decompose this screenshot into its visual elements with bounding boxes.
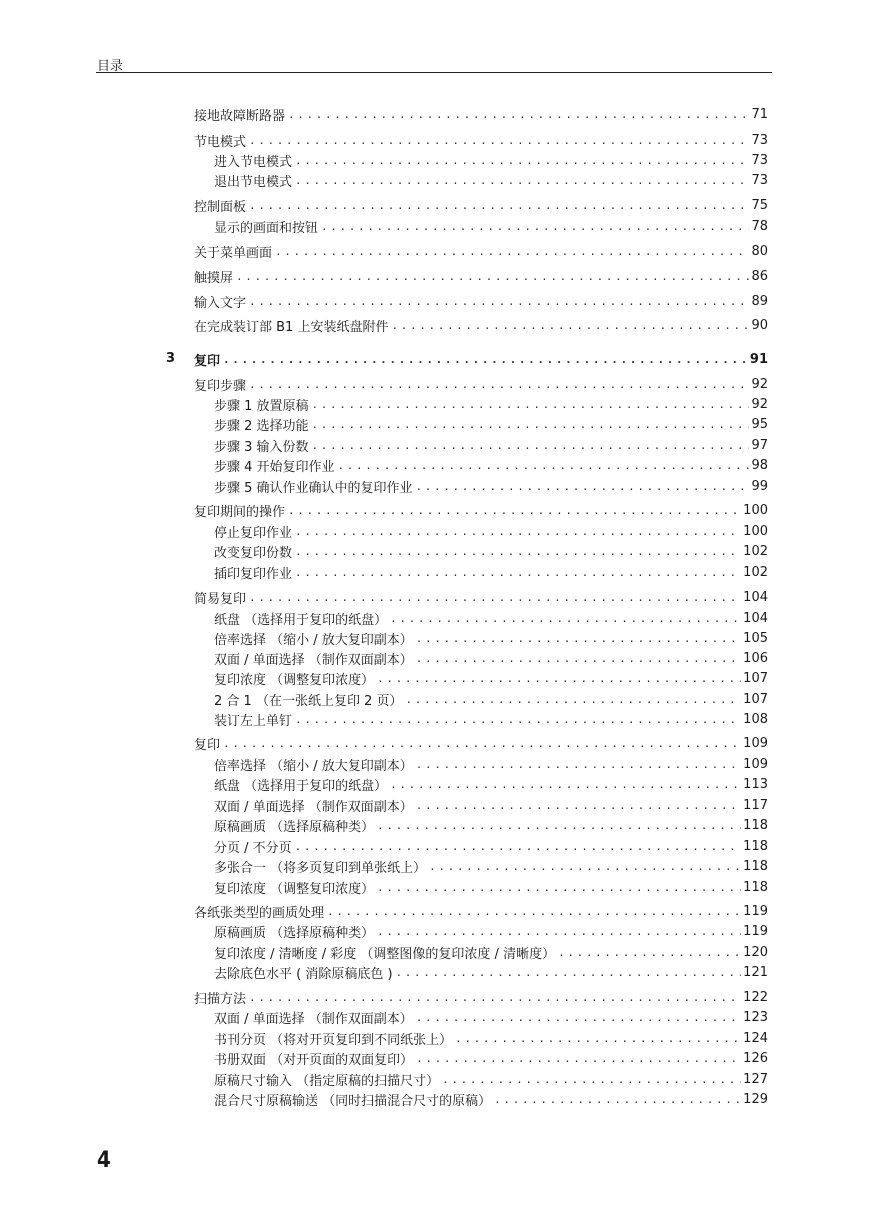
dot-leader (442, 1073, 741, 1086)
toc-entry-title: 原稿尺寸输入 （指定原稿的扫描尺寸） (214, 1073, 440, 1089)
toc-entry-title: 触摸屏 (194, 270, 234, 286)
toc-entry-title: 步骤 3 输入份数 (214, 439, 309, 455)
toc-entry-page: 119 (743, 923, 768, 939)
toc-entry-page: 89 (751, 293, 768, 309)
toc-entry[interactable] (214, 942, 768, 962)
toc-entry-page: 92 (751, 396, 768, 412)
dot-leader (288, 108, 749, 121)
toc-entry[interactable] (194, 901, 768, 921)
toc-entry-page: 129 (743, 1091, 768, 1107)
dot-leader (249, 295, 749, 308)
dot-leader (327, 905, 741, 918)
toc-entry[interactable] (214, 1048, 768, 1068)
running-header-title: 目录 (97, 59, 124, 74)
toc-entry-title: 去除底色水平 ( 消除原稿底色 ) (214, 966, 393, 982)
toc-entry-title: 混合尺寸原稿输送 （同时扫描混合尺寸的原稿） (214, 1093, 492, 1109)
dot-leader (249, 991, 741, 1004)
toc-entry-title: 复印浓度 （调整复印浓度） (214, 881, 375, 897)
toc-entry-page: 90 (751, 317, 768, 333)
dot-leader (275, 245, 749, 258)
dot-leader (249, 199, 749, 212)
toc-entry[interactable] (214, 709, 768, 729)
toc-entry-page: 100 (743, 502, 768, 518)
toc-entry-page: 122 (743, 989, 768, 1005)
toc-entry-page: 102 (743, 564, 768, 580)
toc-entry[interactable] (214, 562, 768, 582)
toc-entry-title: 复印 (194, 353, 221, 369)
toc-entry-page: 107 (743, 691, 768, 707)
dot-leader (312, 398, 750, 411)
dot-leader (295, 545, 741, 558)
toc-entry[interactable] (214, 521, 768, 541)
toc-entry-page: 106 (743, 650, 768, 666)
dot-leader (295, 174, 749, 187)
toc-entry-title: 插印复印作业 (214, 566, 293, 582)
toc-entry-page: 118 (743, 838, 768, 854)
toc-entry-page: 123 (743, 1009, 768, 1025)
toc-entry[interactable] (214, 795, 768, 815)
toc-entry[interactable] (214, 394, 768, 414)
dot-leader (312, 439, 750, 452)
toc-entry-title: 各纸张类型的画质处理 (194, 905, 325, 921)
page-number: 4 (97, 1148, 111, 1173)
toc-entry[interactable] (214, 476, 768, 496)
toc-entry-title: 2 合 1 （在一张纸上复印 2 页） (214, 693, 403, 709)
toc-entry-page: 119 (743, 903, 768, 919)
toc-entry-page: 102 (743, 543, 768, 559)
toc-entry-title: 纸盘 （选择用于复印的纸盘） (214, 778, 388, 794)
toc-entry-page: 95 (751, 416, 768, 432)
toc-entry-title: 控制面板 (194, 199, 247, 215)
dot-leader (295, 566, 741, 579)
toc-entry-page: 98 (751, 457, 768, 473)
toc-entry[interactable] (214, 877, 768, 897)
toc-entry-title: 步骤 2 选择功能 (214, 418, 309, 434)
toc-entry-title: 双面 / 单面选择 （制作双面副本） (214, 799, 413, 815)
dot-leader (416, 758, 741, 771)
toc-entry-page: 108 (743, 711, 768, 727)
toc-entry[interactable] (214, 455, 768, 475)
toc-entry-page: 75 (751, 197, 768, 213)
toc-entry[interactable] (214, 668, 768, 688)
toc-entry-title: 书刊分页 （将对开页复印到不同纸张上） (214, 1032, 453, 1048)
toc-entry[interactable] (194, 733, 768, 753)
toc-entry-page: 97 (751, 437, 768, 453)
toc-entry[interactable] (214, 689, 768, 709)
toc-entry-title: 书册双面 （对开页面的双面复印） (214, 1052, 414, 1068)
dot-leader (249, 378, 749, 391)
dot-leader (295, 154, 749, 167)
toc-entry-page: 104 (743, 610, 768, 626)
toc-entry-page: 73 (751, 172, 768, 188)
dot-leader (338, 459, 750, 472)
toc-entry[interactable] (214, 608, 768, 628)
toc-entry[interactable] (194, 315, 768, 335)
toc-entry[interactable] (214, 170, 768, 190)
toc-entry-page: 91 (749, 351, 768, 367)
dot-leader (249, 134, 749, 147)
dot-leader (390, 612, 741, 625)
toc-entry-title: 双面 / 单面选择 （制作双面副本） (214, 1011, 413, 1027)
toc-entry-title: 节电模式 (194, 134, 247, 150)
toc-entry[interactable] (214, 856, 768, 876)
toc-entry-title: 复印步骤 (194, 378, 247, 394)
toc-entry-page: 117 (743, 797, 768, 813)
toc-entry[interactable] (194, 195, 768, 215)
dot-leader (391, 319, 749, 332)
toc-entry-title: 倍率选择 （缩小 / 放大复印副本） (214, 758, 413, 774)
toc-entry-page: 113 (743, 776, 768, 792)
toc-entry-title: 简易复印 (194, 591, 247, 607)
toc-entry[interactable] (194, 500, 768, 520)
toc-entry-title: 接地故障断路器 (194, 108, 286, 124)
dot-leader (416, 1011, 741, 1024)
dot-leader (455, 1032, 741, 1045)
dot-leader (295, 713, 741, 726)
toc-entry[interactable] (214, 962, 768, 982)
toc-entry[interactable] (194, 987, 768, 1007)
chapter-number: 3 (166, 351, 176, 366)
dot-leader (377, 672, 741, 685)
toc-entry[interactable] (214, 1089, 768, 1109)
toc-entry-page: 120 (743, 944, 768, 960)
toc-entry-page: 126 (743, 1050, 768, 1066)
toc-entry-page: 99 (751, 478, 768, 494)
toc-entry-page: 118 (743, 817, 768, 833)
dot-leader (295, 840, 742, 853)
toc-entry-title: 进入节电模式 (214, 154, 293, 170)
toc-entry-title: 多张合一 （将多页复印到单张纸上） (214, 860, 427, 876)
toc-entry[interactable] (214, 1028, 768, 1048)
toc-entry-title: 改变复印份数 (214, 545, 293, 561)
dot-leader (416, 652, 741, 665)
toc-entry-page: 73 (751, 152, 768, 168)
toc-entry-page: 118 (743, 879, 768, 895)
dot-leader (494, 1093, 741, 1106)
dot-leader (416, 1052, 741, 1065)
toc-entry[interactable] (214, 628, 768, 648)
toc-entry-page: 78 (751, 218, 768, 234)
dot-leader (236, 270, 749, 283)
toc-entry-title: 装订左上单钉 (214, 713, 293, 729)
dot-leader (377, 881, 741, 894)
toc-entry-title: 原稿画质 （选择原稿种类） (214, 925, 375, 941)
toc-entry-title: 关于菜单画面 (194, 245, 273, 261)
toc-entry-title: 退出节电模式 (214, 174, 293, 190)
toc-entry-title: 停止复印作业 (214, 525, 293, 541)
toc-entry-title: 倍率选择 （缩小 / 放大复印副本） (214, 632, 413, 648)
dot-leader (321, 220, 749, 233)
toc-entry-title: 显示的画面和按钮 (214, 220, 319, 236)
dot-leader (249, 591, 741, 604)
dot-leader (295, 525, 741, 538)
toc-entry[interactable] (214, 435, 768, 455)
dot-leader (416, 480, 750, 493)
toc-entry[interactable] (194, 587, 768, 607)
toc-entry[interactable] (214, 1069, 768, 1089)
dot-leader (223, 737, 741, 750)
toc-entry-title: 复印 (194, 737, 221, 753)
toc-entry[interactable] (194, 266, 768, 286)
toc-entry-title: 步骤 4 开始复印作业 (214, 459, 335, 475)
toc-entry[interactable] (214, 648, 768, 668)
toc-entry-page: 92 (751, 376, 768, 392)
toc-entry[interactable] (194, 130, 768, 150)
toc-entry-title: 原稿画质 （选择原稿种类） (214, 819, 375, 835)
toc-entry-title: 复印浓度 （调整复印浓度） (214, 672, 375, 688)
toc-entry[interactable] (214, 774, 768, 794)
toc-entry[interactable] (214, 541, 768, 561)
toc-entry-title: 步骤 1 放置原稿 (214, 398, 309, 414)
dot-leader (416, 632, 741, 645)
toc-entry[interactable] (214, 754, 768, 774)
dot-leader (377, 925, 741, 938)
toc-entry-page: 109 (743, 756, 768, 772)
toc-entry-title: 复印期间的操作 (194, 504, 286, 520)
toc-entry-page: 104 (743, 589, 768, 605)
toc-entry-page: 107 (743, 670, 768, 686)
toc-entry[interactable] (214, 836, 768, 856)
toc-entry-title: 在完成装订部 B1 上安装纸盘附件 (194, 319, 389, 335)
toc-entry[interactable] (214, 815, 768, 835)
dot-leader (429, 860, 741, 873)
toc-entry-title: 复印浓度 / 清晰度 / 彩度 （调整图像的复印浓度 / 清晰度） (214, 946, 556, 962)
toc-entry[interactable] (214, 414, 768, 434)
toc-entry-title: 纸盘 （选择用于复印的纸盘） (214, 612, 388, 628)
toc-entry[interactable] (194, 291, 768, 311)
dot-leader (312, 418, 750, 431)
toc-entry[interactable] (214, 1007, 768, 1027)
dot-leader (223, 353, 748, 366)
dot-leader (405, 693, 741, 706)
toc-entry-title: 分页 / 不分页 (214, 840, 292, 856)
toc-entry-title: 输入文字 (194, 295, 247, 311)
toc-chapter-entry[interactable] (194, 349, 768, 369)
toc-entry[interactable] (194, 104, 768, 124)
toc-entry[interactable] (214, 921, 768, 941)
toc-entry[interactable] (214, 216, 768, 236)
toc-entry-page: 73 (751, 132, 768, 148)
toc-entry[interactable] (194, 374, 768, 394)
dot-leader (390, 778, 741, 791)
toc-entry-page: 100 (743, 523, 768, 539)
toc-entry-page: 80 (751, 243, 768, 259)
toc-entry-page: 127 (743, 1071, 768, 1087)
toc-entry-page: 121 (743, 964, 768, 980)
toc-entry-page: 118 (743, 858, 768, 874)
toc-entry-page: 71 (751, 106, 768, 122)
toc-entry-page: 109 (743, 735, 768, 751)
dot-leader (396, 966, 742, 979)
toc-entry-page: 124 (743, 1030, 768, 1046)
toc-entry[interactable] (214, 150, 768, 170)
toc-entry-title: 扫描方法 (194, 991, 247, 1007)
toc-entry-page: 105 (743, 630, 768, 646)
dot-leader (288, 504, 741, 517)
dot-leader (416, 799, 741, 812)
toc-entry-title: 步骤 5 确认作业确认中的复印作业 (214, 480, 413, 496)
toc-entry-title: 双面 / 单面选择 （制作双面副本） (214, 652, 413, 668)
header-rule (96, 72, 772, 73)
toc-entry-page: 86 (751, 268, 768, 284)
toc-entry[interactable] (194, 241, 768, 261)
dot-leader (377, 819, 741, 832)
dot-leader (558, 946, 741, 959)
